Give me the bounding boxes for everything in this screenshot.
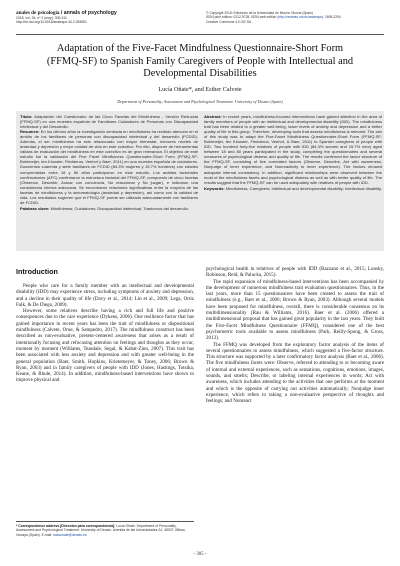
page-number: - 305 - [193, 552, 207, 557]
titulo-text: Adaptación del Cuestionario de las Cinco Facetas del Mindfulness - Versión Reducida (FFMQ-SF) en una muestra española de Familiares Cuidadores de Personas con Discapacidad Intelectual y del Desarrollo. [20, 114, 198, 130]
abstract-english [204, 114, 382, 191]
header-divider [16, 34, 384, 35]
abstract-spanish [20, 114, 198, 211]
titulo-label: Título: [20, 114, 33, 119]
abstract-label: Abstract: [204, 114, 222, 119]
resumen-label: Resumen: [20, 129, 40, 135]
intro-paragraph: However, some relatives describe having a rich and full life and positive consequences due to the care experience (Dykens, 2006). One resilience factor that has gained importance in recent years has been the trait of mindfulness or dispositional mindfulness (Calvete, Orue, & Sampedro, 2017). The mindfulness construct has been described as non-evaluative, present-centered awareness that arises as a result of intentionally focusing and refocusing attention on feelings and thoughts as they occur, moment by moment (Williams, Teasdale, Segal, & Kabat-Zinn, 2007). This trait has been associated with less anxiety and depression and with greater well-being in the general population (Baer, Smith, Hopkins, Krietemeyer, & Toney, 2006; Brown & Ryan, 2003) and in family caregivers of people with IDD (Jones, Hastings, Totsika, Keane, & Rhule, 2014). In addition, mindfulness-based interventions have shown to improve physical and [16, 308, 194, 384]
resumen-block [20, 129, 198, 205]
palabras-clave-text: Mindfulness; Cuidadores; Discapacidad intelectual; Trastornos del desarrollo. [50, 205, 189, 211]
keywords-label: Keywords: [204, 185, 225, 191]
issn-web-text: : 1695-2294 [323, 15, 341, 20]
issn-text: ISSN print edition: 0212-9728. ISSN web edition [206, 15, 277, 20]
correspondence-label: * Correspondence address [Dirección para correspondencia]: [16, 524, 116, 528]
journal-url-link[interactable]: (http://revistas.um.es/analesps) [277, 15, 324, 20]
correspondence-text: Lucía Oñate. Department of Personality, Assessment and Psychological Treatment. University of Deusto. Avenida de las Universidades 24, 48007, Bilbao, Vizcaya (Spain). E-mail: [16, 524, 186, 537]
keywords-text: Mindfulness; Caregivers; Intellectual and developmental disability; Intellectual disability. [225, 185, 382, 191]
article-authors: Lucía Oñate*, and Esther Calvete [158, 86, 242, 93]
palabras-clave-label: Palabras clave: [20, 205, 50, 211]
abstract-block [204, 114, 382, 185]
spanish-keywords [20, 206, 198, 211]
abstract-box [16, 111, 384, 251]
correspondence-note [16, 521, 194, 537]
copyright-block [206, 11, 384, 24]
journal-name-label: / annals of psychology [60, 10, 117, 16]
intro-paragraph: psychological health in relatives of people with IDD (Bazzano et al., 2015; Lunsky, Robinson, Reid, & Palucka, 2015). [206, 266, 384, 279]
journal-doi: http://dx.doi.org/10.6018/analesps.34.2.284951 [16, 20, 87, 25]
spanish-title-block [20, 114, 198, 129]
abstract-text: In recent years, mindfulness-focused interventions have gained attention in the area of family members of people with an intellectual and developmental disability (IDD). The mindfulness trait has been related to a greater well-being, lower levels of anxiety and depression and a better quality of life in this group. Therefore, developing tools that assess mindfulness is relevant. The aim of this study was to adapt the Five-Facet Mindfulness Questionnaire-Short Form (FFMQ-SF; Bohlmeijer, ten Klooster, Fledderus, Veehof, & Baer, 2011) to Spanish caregivers of people with IDD. Two hundred forty-five relatives of people with IDD (84.3% women and 15.7% men) aged between 18 and 80 years participated in the study, completing the questionnaires and several measures of psychological distress and quality of life. The results confirmed the factor structure of the FFMQ-SF, consisting of five correlated factors (Observe, Describe, Act with awareness, Nonjudge of inner experience, and Nonreactivity to inner experience). The factors showed adequate internal consistency. In addition, significant relationships were observed between the most of the mindfulness facets and psychological distress as well as with better quality of life. The results suggest that the FFMQ-SF can be used adequately with relatives of people with IDD. [204, 114, 383, 185]
body-column-right [206, 266, 384, 405]
journal-name-text: anales de psicología [16, 10, 60, 16]
introduction-heading: Introduction [16, 267, 58, 276]
resumen-text: En los últimos años la investigación centrada en mindfulness ha recibido atención en el ámbito de los familiares de personas con discapacidad intelectual y del desarrollo (FCDID). Además, el ser mindfulness ha sido relacionado con mayor bienestar, menores niveles de ansiedad y depresión y mejor calidad de vida en este colectivo. Por ello, disponer de herramientas válidas de evaluación del mindfulness en este colectivo es de gran relevancia. El objetivo de este estudio fue la validación del Five Facet Mindfulness Questionnaire-Short Form (FFMQ-SF; Bohlmeijer, ten Klooster, Fledderus, Veehof y Baer, 2011) en una muestra española de cuidadores. Doscientos cuarenta y siete familiares de FCDID (84.3% mujeres y 15.7% hombres) con edades comprendidas entre 18 y 80 años participaron en este estudio. Los análisis factoriales confirmatorios (AFC) confirmaron la estructura factorial del FFMQ-SF, compuesto de cinco facetas (Observar, Describir, Actuar con conciencia, No reaccionar y No juzgar), e indicaron una consistencia interna adecuada. Se encontraron relaciones significativas entre la mayoría de las facetas de mindfulness y la sintomatología (ansiedad y depresión), así como con la calidad de vida. Los resultados sugieren que el FFMQ-SF puede ser utilizado adecuadamente con familiares de FCDID. [20, 129, 199, 205]
copyright-text: © Copyright 2018: Ediciones de la Universidad de Murcia. Murcia (Spain) [206, 11, 313, 15]
author-affiliation: Department of Personality, Assessment and Psychological Treatment. University of Deusto (Spain) [117, 99, 283, 104]
license-text: Creative Commons 4.0: BY-SA [206, 19, 252, 24]
intro-paragraph: The FFMQ was developed from the exploratory factor analysis of the items of several questionnaires to assess mindfulness, which suggested a five-factor structure. This structure was supported by a later confirmatory factor analysis (Baer et al., 2006). The five mindfulness facets were: Observe, referred to attending to or becoming aware of internal and external experiences, such as sensations, cognitions, emotions, images, sounds, and smells; Describe, or labeling internal experiences in words; Act with awareness, which includes attending to the activities that one performs at the moment and which is the opposite of carrying out activities automatically; Nonjudge inner experience, which refers to taking a non-evaluative perspective of thoughts and feelings; and Nonreact [206, 341, 384, 405]
body-column-left [16, 283, 194, 384]
journal-citation: 2018, vol. 34, nº 2 (may), 305-311 [16, 16, 67, 20]
intro-paragraph: The rapid expansion of mindfulness-based interventions has been accompanied by the development of numerous mindfulness trait evaluation questionnaires. Thus, in the last years, more than 15 questionnaires have been created to assess the trait of mindfulness (e.g., Baer et al., 2006; Brown & Ryan, 2003). Although several models have been proposed for mindfulness, overall, there is considerable consensus on its multidimensionality (Rau & Williams, 2016). Baer et al. (2006) offered a multidimensional proposal that has gained great popularity in the last years. They built the Five-Facet Mindfulness Questionnaire (FFMQ), considered one of the best psychometric tools available to assess mindfulness (Park, Reilly-Spong, & Gross, 2013). [206, 278, 384, 342]
article-title: Adaptation of the Five-Facet Mindfulness Questionnaire-Short Form (FFMQ-SF) to Spanish Family Caregivers of People with Intellectual and Developmental Disabilities [46, 43, 354, 80]
journal-header [16, 10, 384, 32]
english-keywords [204, 186, 382, 191]
journal-info [16, 10, 156, 25]
intro-paragraph: People who care for a family member with an intellectual and developmental disability (IDD) may experience stress, including symptoms of anxiety and depression, and a decline in their quality of life (Davy et al., 2014; Lin et al., 2009; Lega, Ortiz Falk, & De Diego, 2009). [16, 283, 194, 308]
correspondence-email-link[interactable]: luciaonate@deusto.es [53, 532, 87, 537]
